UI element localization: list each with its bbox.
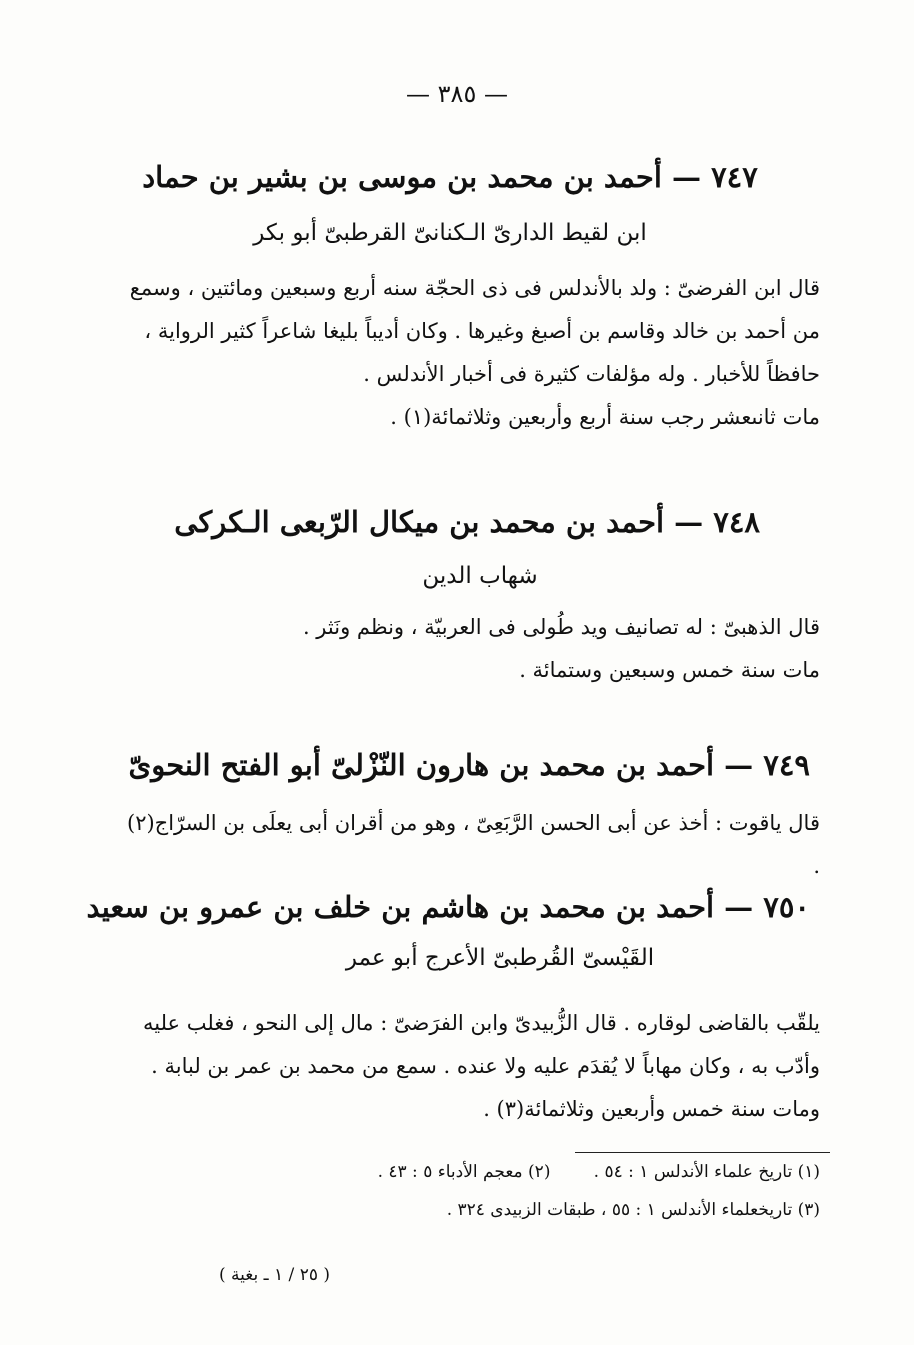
entry-subheading-747: ابن لقيط الدارىّ الـكنانىّ القرطبىّ أبو بكر	[253, 220, 647, 246]
paragraph: يلقّب بالقاضى لوقاره . قال الزُّبيدىّ وابن الفرَضىّ : مال إلى النحو ، فغلب عليه وأدّب به ، وكان مهاباً لا يُقدَم عليه ولا عنده . سمع من محمد بن عمر بن لبابة .	[142, 1011, 820, 1078]
footnote-divider	[575, 1152, 830, 1153]
paragraph: ومات سنة خمس وأربعين وثلاثمائة(٣) .	[483, 1097, 820, 1121]
entry-body-747	[120, 267, 820, 439]
entry-heading-747: ٧٤٧ — أحمد بن محمد بن موسى بن بشير بن حماد	[142, 160, 758, 194]
paragraph: مات ثانىعشر رجب سنة أربع وأربعين وثلاثمائة(١) .	[390, 405, 820, 429]
paragraph: قال الذهبىّ : له تصانيف ويد طُولى فى العربيّة ، ونظم ونَثر .	[302, 615, 820, 639]
entry-body-750	[120, 1002, 820, 1131]
entry-body-748	[120, 606, 820, 692]
entry-heading-748: ٧٤٨ — أحمد بن محمد بن ميكال الرّبعى الـكركى	[174, 505, 760, 539]
entry-subheading-750: القَيْسىّ القُرطبىّ الأعرج أبو عمر	[345, 945, 655, 971]
footnote-line: (١) تاريخ علماء الأندلس ١ : ٥٤ . (٢) معجم الأدباء ٥ : ٤٣ .	[377, 1162, 820, 1182]
entry-heading-749: ٧٤٩ — أحمد بن محمد بن هارون النّزْلىّ أبو الفتح النحوىّ	[128, 748, 810, 782]
entry-subheading-748: شهاب الدين	[422, 563, 538, 589]
printer-signature: ( ٢٥ / ١ ـ بغية )	[218, 1265, 330, 1285]
entry-body-749	[120, 802, 820, 888]
paragraph: مات سنة خمس وسبعين وستمائة .	[519, 658, 820, 682]
entry-heading-750: ٧٥٠ — أحمد بن محمد بن هاشم بن خلف بن عمرو بن سعيد	[86, 890, 810, 924]
page-number: — ٣٨٥ —	[406, 80, 508, 108]
paragraph: قال ياقوت : أخذ عن أبى الحسن الرَّبَعِىّ ، وهو من أقران أبى يعلَى بن السرّاج(٢) .	[126, 811, 820, 878]
paragraph: قال ابن الفرضىّ : ولد بالأندلس فى ذى الحجّة سنه أربع وسبعين ومائتين ، وسمع من أحمد بن خالد وقاسم بن أصبغ وغيرها . وكان أديباً بليغا شاعراً كثير الرواية ، حافظاً للأخبار . وله مؤلفات كثيرة فى أخبار الأندلس .	[129, 276, 820, 386]
footnote-line: (٣) تاريخعلماء الأندلس ١ : ٥٥ ، طبقات الزبيدى ٣٢٤ .	[446, 1200, 820, 1220]
